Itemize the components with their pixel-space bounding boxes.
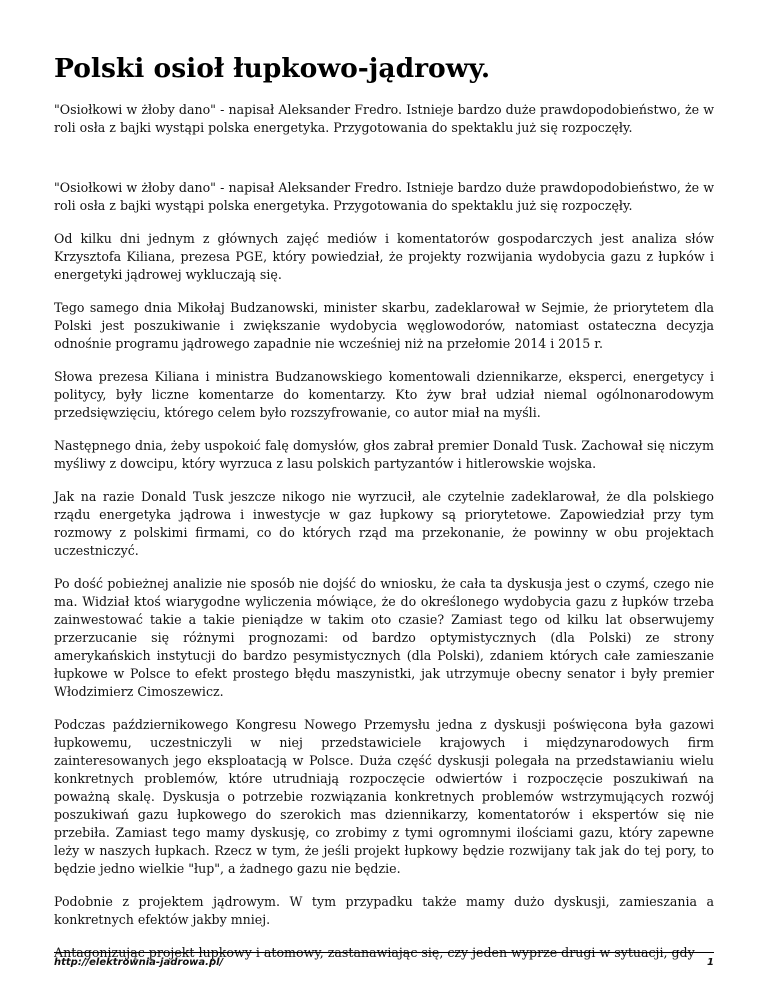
page-footer [54,952,714,970]
paragraph: Następnego dnia, żeby uspokoić falę domysłów, głos zabrał premier Donald Tusk. Zachował się niczym myśliwy z dowcipu, który wyrzuca z lasu polskich partyzantów i hitlerowskie wojska. [54,438,714,471]
paragraph: Słowa prezesa Kiliana i ministra Budzanowskiego komentowali dziennikarze, eksperci, energetycy i politycy, były liczne komentarze do komentarzy. Kto żyw brał udział niemal ogólnonarodowym przedsięwzięciu, którego celem było rozszyfrowanie, co autor miał na myśli. [54,369,714,420]
paragraph: Antagonizując projekt łupkowy i atomowy, zastanawiając się, czy jeden wyprze drugi w sytuacji, gdy [54,945,695,960]
paragraph: "Osiołkowi w żłoby dano" - napisał Aleksander Fredro. Istnieje bardzo duże prawdopodobieństwo, że w roli osła z bajki wystąpi polska energetyka. Przygotowania do spektaklu już się rozpoczęły. [54,180,714,213]
paragraph: Po dość pobieżnej analizie nie sposób nie dojść do wniosku, że cała ta dyskusja jest o czymś, czego nie ma. Widział ktoś wiarygodne wyliczenia mówiące, że do określonego wydobycia gazu z łupków trzeba zainwestować takie a takie pieniądze w takim oto czasie? Zamiast tego od kilku lat obserwujemy przerzucanie się różnymi prognozami: od bardzo optymistycznych (dla Polski) ze strony amerykańskich instytucji do bardzo pesymistycznych (dla Polski), zdaniem których całe zamieszanie łupkowe w Polsce to efekt prostego błędu maszynistki, jak utrzymuje obecny senator i były premier Włodzimierz Cimoszewicz. [54,576,714,699]
article-lead: "Osiołkowi w żłoby dano" - napisał Aleksander Fredro. Istnieje bardzo duże prawdopodobieństwo, że w roli osła z bajki wystąpi polska energetyka. Przygotowania do spektaklu już się rozpoczęły. [54,102,714,135]
footer-url[interactable]: http://elektrownia-jadrowa.pl/ [54,957,224,968]
article-title: Polski osioł łupkowo-jądrowy. [54,53,491,84]
paragraph: Od kilku dni jednym z głównych zajęć mediów i komentatorów gospodarczych jest analiza słów Krzysztofa Kiliana, prezesa PGE, który powiedział, że projekty rozwijania wydobycia gazu z łupków i energetyki jądrowej wykluczają się. [54,231,714,282]
paragraph: Jak na razie Donald Tusk jeszcze nikogo nie wyrzucił, ale czytelnie zadeklarował, że dla polskiego rządu energetyka jądrowa i inwestycje w gaz łupkowy są priorytetowe. Zapowiedział przy tym rozmowy z polskimi firmami, co do których rząd ma przekonanie, że powinny w obu projektach uczestniczyć. [54,489,714,558]
paragraph: Tego samego dnia Mikołaj Budzanowski, minister skarbu, zadeklarował w Sejmie, że priorytetem dla Polski jest poszukiwanie i zwiększanie wydobycia węglowodorów, natomiast ostateczna decyzja odnośnie programu jądrowego zapadnie nie wcześniej niż na przełomie 2014 i 2015 r. [54,300,714,351]
paragraph: Podczas październikowego Kongresu Nowego Przemysłu jedna z dyskusji poświęcona była gazowi łupkowemu, uczestniczyli w niej przedstawiciele krajowych i międzynarodowych firm zainteresowanych jego eksploatacją w Polsce. Duża część dyskusji polegała na przedstawianiu wielu konkretnych problemów, które utrudniają rozpoczęcie odwiertów i rozpoczęcie poszukiwań na poważną skalę. Dyskusja o potrzebie rozwiązania konkretnych problemów wstrzymujących rozwój poszukiwań gazu łupkowego do szerokich mas dziennikarzy, komentatorów i ekspertów się nie przebiła. Zamiast tego mamy dyskusję, co zrobimy z tymi ogromnymi ilościami gazu, który zapewne leży w naszych łupkach. Rzecz w tym, że jeśli projekt łupkowy będzie rozwijany tak jak do tej pory, to będzie jedno wielkie "łup", a żadnego gazu nie będzie. [54,717,714,876]
paragraph: Podobnie z projektem jądrowym. W tym przypadku także mamy dużo dyskusji, zamieszania a konkretnych efektów jakby mniej. [54,894,714,927]
page-number: 1 [707,957,714,968]
document-page [54,50,714,977]
